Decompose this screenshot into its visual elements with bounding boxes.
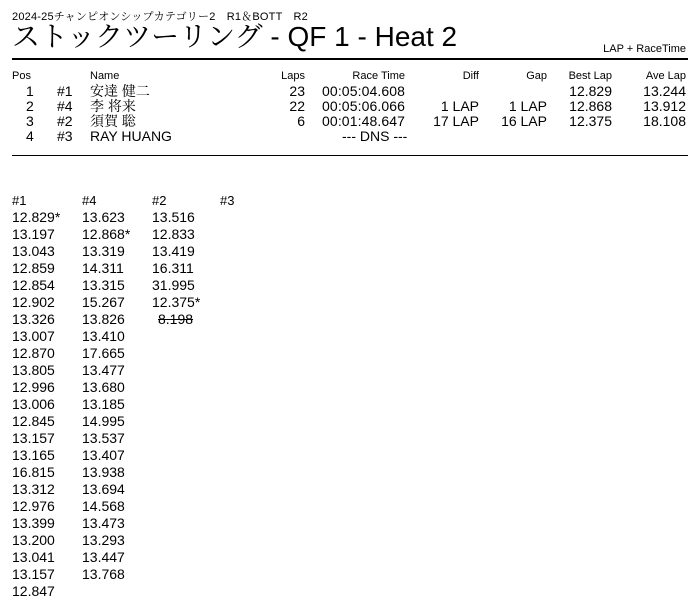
lap-time: 12.375* (152, 294, 201, 310)
lap-time: 13.938 (82, 464, 125, 480)
lap-time: 14.311 (82, 260, 124, 276)
result-ave-lap: 13.244 (643, 83, 686, 99)
lap-time: 12.829* (12, 209, 61, 225)
result-pos: 4 (26, 128, 34, 144)
result-ave-lap: 18.108 (643, 113, 686, 129)
lap-time: 12.854 (12, 277, 55, 293)
lap-time: 13.694 (82, 481, 125, 497)
result-best-lap: 12.829 (569, 83, 612, 99)
lap-time: 13.041 (12, 549, 55, 565)
result-car-number: #1 (57, 83, 73, 99)
result-car-number: #3 (57, 128, 73, 144)
lap-column-header: #3 (220, 193, 235, 208)
lap-column-car-2 (152, 192, 212, 328)
lap-time: 13.805 (12, 362, 55, 378)
result-race-time: 00:05:04.608 (322, 83, 405, 99)
result-best-lap: 12.375 (569, 113, 612, 129)
result-car-number: #2 (57, 113, 73, 129)
col-name: Name (90, 70, 120, 82)
result-driver-name: 李 将来 (90, 98, 136, 114)
lap-time: 13.473 (82, 515, 125, 531)
lap-column-header: #1 (12, 193, 27, 208)
col-best-lap: Best Lap (568, 70, 612, 82)
result-status: --- DNS --- (342, 128, 408, 144)
report-subtitle: 2024-25チャンピオンシップカテゴリー2 R1＆BOTT R2 (12, 11, 308, 23)
result-laps: 23 (289, 83, 305, 99)
result-gap: 16 LAP (501, 113, 547, 129)
lap-time: 14.568 (82, 498, 125, 514)
lap-column-header: #4 (82, 193, 97, 208)
lap-time: 12.833 (152, 226, 195, 242)
lap-time: 13.326 (12, 311, 55, 327)
col-ave-lap: Ave Lap (645, 70, 686, 82)
lap-time: 13.043 (12, 243, 55, 259)
lap-time: 13.537 (82, 430, 125, 446)
lap-time: 13.407 (82, 447, 125, 463)
lap-time: 13.623 (82, 209, 125, 225)
result-row (12, 114, 688, 129)
result-diff: 17 LAP (433, 113, 479, 129)
lap-time: 12.859 (12, 260, 55, 276)
lap-time: 14.995 (82, 413, 125, 429)
lap-time: 15.267 (82, 294, 125, 310)
result-car-number: #4 (57, 98, 73, 114)
result-pos: 1 (26, 83, 34, 99)
lap-time: 13.157 (12, 566, 55, 582)
lap-time: 13.477 (82, 362, 125, 378)
result-ave-lap: 13.912 (643, 98, 686, 114)
lap-time: 13.419 (152, 243, 195, 259)
lap-time: 12.868* (82, 226, 131, 242)
lap-time: 13.680 (82, 379, 125, 395)
col-pos: Pos (12, 70, 31, 82)
result-race-time: 00:05:06.066 (322, 98, 405, 114)
lap-time: 12.902 (12, 294, 55, 310)
lap-time: 13.200 (12, 532, 55, 548)
results-header-row (12, 70, 688, 84)
lap-time: 12.976 (12, 498, 55, 514)
lap-time: 13.319 (82, 243, 125, 259)
lap-column-car-4 (82, 192, 142, 583)
lap-time: 16.815 (12, 464, 55, 480)
lap-time: 13.447 (82, 549, 125, 565)
lap-time: 12.996 (12, 379, 55, 395)
lap-time: 13.768 (82, 566, 125, 582)
lap-time: 12.870 (12, 345, 55, 361)
result-row (12, 84, 688, 99)
result-pos: 3 (26, 113, 34, 129)
lap-time: 13.410 (82, 328, 125, 344)
result-gap: 1 LAP (508, 98, 547, 114)
report-type-label: LAP + RaceTime (603, 43, 686, 55)
result-driver-name: 安達 健二 (90, 83, 150, 99)
col-gap: Gap (526, 70, 547, 82)
lap-time: 16.311 (152, 260, 194, 276)
result-laps: 6 (297, 113, 305, 129)
lap-time: 13.157 (12, 430, 55, 446)
result-best-lap: 12.868 (569, 98, 612, 114)
lap-time: 17.665 (82, 345, 125, 361)
lap-time: 12.847 (12, 583, 55, 599)
result-driver-name: RAY HUANG (90, 128, 172, 144)
lap-time: 31.995 (152, 277, 195, 293)
result-pos: 2 (26, 98, 34, 114)
lap-time: 13.312 (12, 481, 55, 497)
lap-time: 13.315 (82, 277, 125, 293)
result-driver-name: 須賀 聡 (90, 113, 136, 129)
result-row (12, 129, 688, 144)
lap-time: 12.845 (12, 413, 55, 429)
results-divider (12, 155, 688, 156)
struck-lap-time: 8.198 (158, 311, 194, 327)
lap-time: 13.007 (12, 328, 55, 344)
col-diff: Diff (462, 70, 479, 82)
lap-time: 13.826 (82, 311, 125, 327)
results-table (12, 70, 688, 144)
lap-time: 13.516 (152, 209, 195, 225)
lap-time: 13.399 (12, 515, 55, 531)
page-title: ストックツーリング - QF 1 - Heat 2 (12, 21, 458, 52)
title-divider (12, 58, 688, 60)
lap-time: 13.185 (82, 396, 125, 412)
result-race-time: 00:01:48.647 (322, 113, 405, 129)
result-diff: 1 LAP (440, 98, 479, 114)
result-row (12, 99, 688, 114)
lap-column-car-1 (12, 192, 72, 600)
lap-column-car-3 (220, 192, 280, 209)
lap-time: 13.293 (82, 532, 125, 548)
result-laps: 22 (289, 98, 305, 114)
lap-time: 13.006 (12, 396, 55, 412)
col-race-time: Race Time (352, 70, 405, 82)
lap-time: 13.197 (12, 226, 55, 242)
lap-column-header: #2 (152, 193, 167, 208)
col-laps: Laps (281, 70, 305, 82)
lap-time: 13.165 (12, 447, 55, 463)
